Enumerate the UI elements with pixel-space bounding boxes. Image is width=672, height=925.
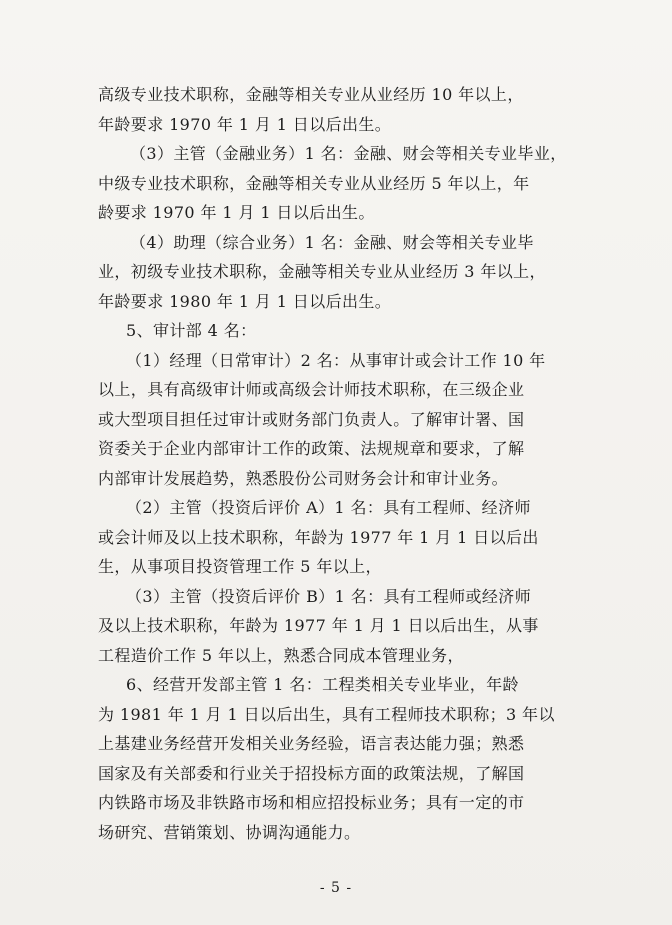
text-line: 年龄要求 1970 年 1 月 1 日以后出生。 [98,114,392,134]
text-line: 内铁路市场及非铁路市场和相应招投标业务；具有一定的市 [98,793,525,812]
text-line: 生，从事项目投资管理工作 5 年以上， [98,557,382,576]
paragraph-start-line: （1）经理（日常审计）2 名：从事审计或会计工作 10 年 [126,350,546,370]
text-line: 内部审计发展趋势，熟悉股份公司财务会计和审计业务。 [98,468,509,488]
text-line: 或会计师及以上技术职称，年龄为 1977 年 1 月 1 日以后出 [98,527,539,547]
section-heading: 6、经营开发部主管 1 名：工程类相关专业毕业，年龄 [126,675,519,694]
text-line: 高级专业技术职称，金融等相关专业从业经历 10 年以上， [98,85,524,104]
document-body [98,80,567,847]
paragraph-start-line: （2）主管（投资后评价 A）1 名：具有工程师、经济师 [126,498,531,517]
page-number: - 5 - [319,880,353,896]
paragraph-start-line: （3）主管（金融业务）1 名：金融、财会等相关专业毕业， [130,144,567,163]
text-line: 为 1981 年 1 月 1 日以后出生，具有工程师技术职称；3 年以 [98,704,555,724]
text-line: 以上，具有高级审计师或高级会计师技术职称，在三级企业 [98,380,525,399]
text-line: 业，初级专业技术职称，金融等相关专业从业经历 3 年以上， [98,262,546,281]
paragraph-start-line: （3）主管（投资后评价 B）1 名：具有工程师或经济师 [126,586,532,606]
text-line: 及以上技术职称，年龄为 1977 年 1 月 1 日以后出生，从事 [98,616,539,635]
text-line: 国家及有关部委和行业关于招投标方面的政策法规，了解国 [98,763,525,783]
paragraph-start-line: （4）助理（综合业务）1 名：金融、财会等相关专业毕 [130,232,534,252]
text-line: 龄要求 1970 年 1 月 1 日以后出生。 [98,203,375,222]
section-heading: 5、审计部 4 名： [126,321,257,340]
text-line: 资委关于企业内部审计工作的政策、法规规章和要求，了解 [98,439,525,458]
text-line: 年龄要求 1980 年 1 月 1 日以后出生。 [98,291,392,311]
text-line: 或大型项目担任过审计或财务部门负责人。了解审计署、国 [98,409,525,429]
text-line: 中级专业技术职称，金融等相关专业从业经历 5 年以上，年 [98,173,530,193]
text-line: 上基建业务经营开发相关业务经验，语言表达能力强；熟悉 [98,734,525,753]
text-line: 场研究、营销策划、协调沟通能力。 [98,822,361,842]
text-line: 工程造价工作 5 年以上，熟悉合同成本管理业务， [98,645,464,665]
